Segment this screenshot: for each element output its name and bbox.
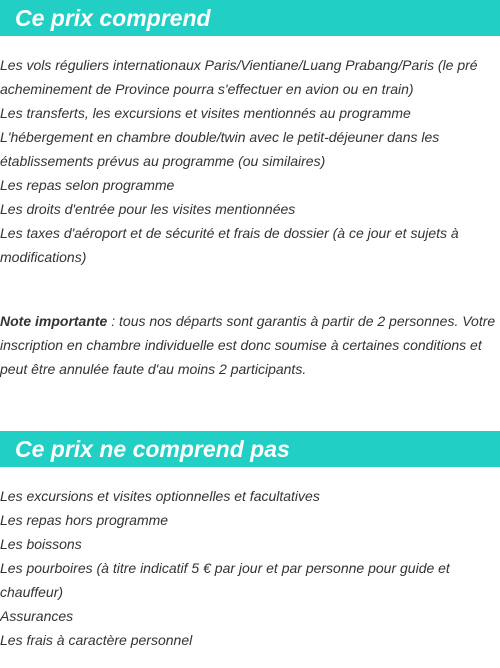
note-line-1 (0, 309, 500, 333)
list-item: Les transferts, les excursions et visites mentionnés au programme (0, 105, 411, 121)
section-header-excludes: Ce prix ne comprend pas (0, 431, 500, 467)
list-item: Les taxes d'aéroport et de sécurité et frais de dossier (à ce jour et sujets à (0, 225, 459, 241)
list-item: Les droits d'entrée pour les visites mentionnées (0, 201, 296, 217)
list-item: Les repas selon programme (0, 177, 175, 193)
list-item: Les pourboires (à titre indicatif 5 € par jour et par personne pour guide et (0, 560, 450, 576)
list-item: chauffeur) (0, 584, 64, 600)
list-item: Les boissons (0, 536, 82, 552)
list-item: modifications) (0, 249, 87, 265)
list-item: L'hébergement en chambre double/twin avec le petit-déjeuner dans les (0, 129, 440, 145)
list-item: Les frais à caractère personnel (0, 632, 193, 648)
list-item: Les vols réguliers internationaux Paris/Vientiane/Luang Prabang/Paris (le pré (0, 57, 478, 73)
list-item: Les repas hors programme (0, 512, 169, 528)
list-item: acheminement de Province pourra s'effectuer en avion ou en train) (0, 81, 414, 97)
list-item: Assurances (0, 608, 74, 624)
note-label: Note importante (0, 313, 108, 329)
excludes-list (0, 484, 500, 652)
includes-list (0, 53, 500, 269)
list-item: établissements prévus au programme (ou similaires) (0, 153, 326, 169)
list-item: Les excursions et visites optionnelles et facultatives (0, 488, 320, 504)
note-text: : tous nos départs sont garantis à partir de 2 personnes. Votre (107, 313, 496, 329)
important-note (0, 309, 500, 381)
note-line-3: peut être annulée faute d'au moins 2 participants. (0, 361, 307, 377)
section-header-includes: Ce prix comprend (0, 0, 500, 36)
note-line-2: inscription en chambre individuelle est donc soumise à certaines conditions et (0, 337, 482, 353)
